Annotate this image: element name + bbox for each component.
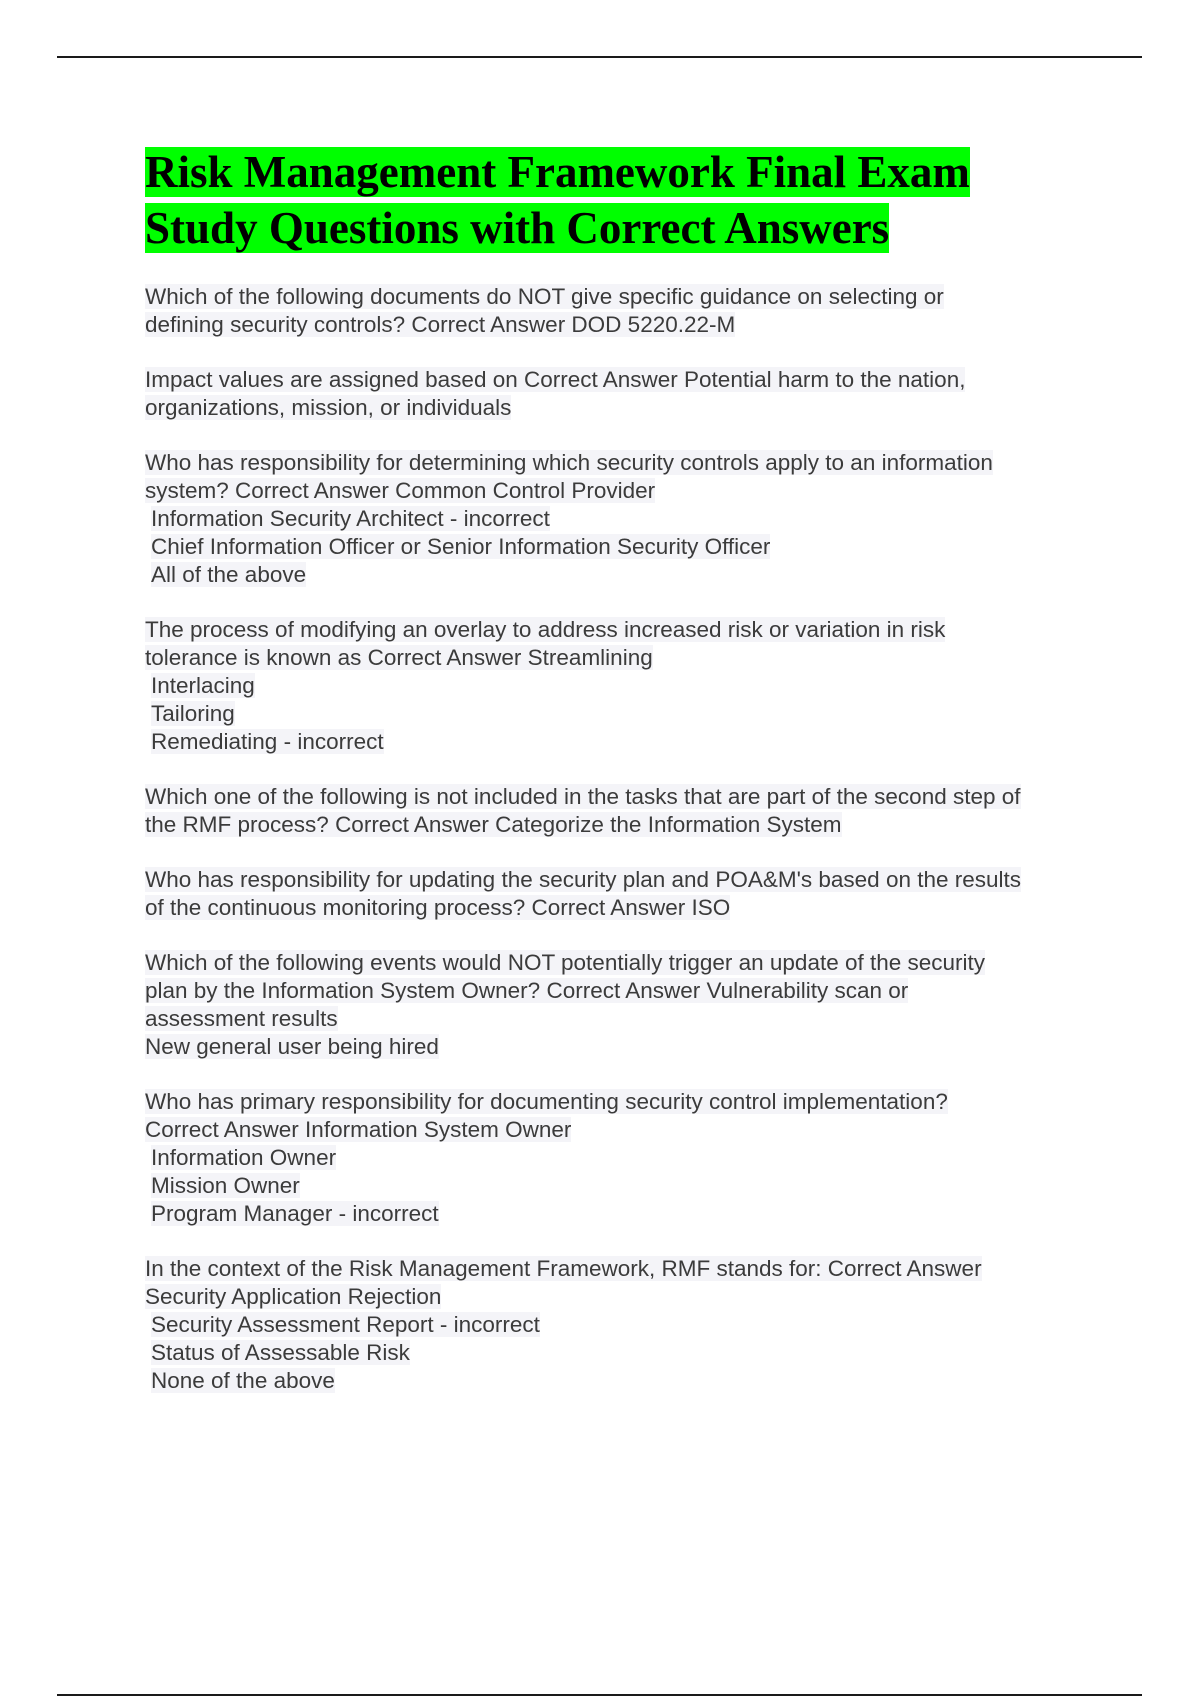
answer-option: Tailoring — [151, 701, 235, 726]
answer-option: Information Security Architect - incorrect — [151, 506, 550, 531]
question-text-line: Who has responsibility for determining which security controls apply to an information — [145, 450, 993, 475]
answer-option: Information Owner — [151, 1145, 337, 1170]
document-title — [145, 144, 1105, 256]
question-text-line: Who has primary responsibility for documenting security control implementation? — [145, 1089, 948, 1114]
question-text-line: defining security controls? Correct Answer DOD 5220.22-M — [145, 312, 736, 337]
question-text-line: system? Correct Answer Common Control Provider — [145, 478, 656, 503]
answer-option: Status of Assessable Risk — [151, 1340, 410, 1365]
question-block — [145, 1255, 1105, 1395]
answer-option: Remediating - incorrect — [151, 729, 384, 754]
answer-option: Interlacing — [151, 673, 255, 698]
question-text-line: Impact values are assigned based on Correct Answer Potential harm to the nation, — [145, 367, 966, 392]
question-block — [145, 949, 1105, 1061]
title-line: Risk Management Framework Final Exam — [145, 147, 970, 197]
question-text-line: Which of the following events would NOT potentially trigger an update of the security — [145, 950, 986, 975]
question-text-line: In the context of the Risk Management Framework, RMF stands for: Correct Answer — [145, 1256, 982, 1281]
question-block — [145, 449, 1105, 589]
question-block — [145, 783, 1105, 839]
answer-option: Security Assessment Report - incorrect — [151, 1312, 540, 1337]
header-rule — [57, 56, 1142, 58]
answer-option: All of the above — [151, 562, 307, 587]
question-text-line: the RMF process? Correct Answer Categorize the Information System — [145, 812, 842, 837]
title-line: Study Questions with Correct Answers — [145, 203, 890, 253]
question-text-line: tolerance is known as Correct Answer Streamlining — [145, 645, 653, 670]
question-text-line: assessment results — [145, 1006, 338, 1031]
question-block — [145, 616, 1105, 756]
question-text-line: organizations, mission, or individuals — [145, 395, 512, 420]
question-block — [145, 366, 1105, 422]
question-text-line: The process of modifying an overlay to address increased risk or variation in risk — [145, 617, 946, 642]
question-text-line: New general user being hired — [145, 1034, 439, 1059]
question-list — [145, 283, 1105, 1395]
question-text-line: plan by the Information System Owner? Correct Answer Vulnerability scan or — [145, 978, 909, 1003]
question-text-line: Which one of the following is not included in the tasks that are part of the second step of — [145, 784, 1021, 809]
answer-option: Mission Owner — [151, 1173, 300, 1198]
question-text-line: Security Application Rejection — [145, 1284, 442, 1309]
question-block — [145, 1088, 1105, 1228]
question-block — [145, 283, 1105, 339]
answer-option: None of the above — [151, 1368, 335, 1393]
footer-rule — [57, 1694, 1142, 1696]
question-text-line: Which of the following documents do NOT give specific guidance on selecting or — [145, 284, 944, 309]
question-block — [145, 866, 1105, 922]
question-text-line: Correct Answer Information System Owner — [145, 1117, 572, 1142]
question-text-line: Who has responsibility for updating the security plan and POA&M's based on the results — [145, 867, 1022, 892]
answer-option: Program Manager - incorrect — [151, 1201, 439, 1226]
question-text-line: of the continuous monitoring process? Correct Answer ISO — [145, 895, 731, 920]
document-body — [145, 144, 1105, 1422]
answer-option: Chief Information Officer or Senior Information Security Officer — [151, 534, 771, 559]
